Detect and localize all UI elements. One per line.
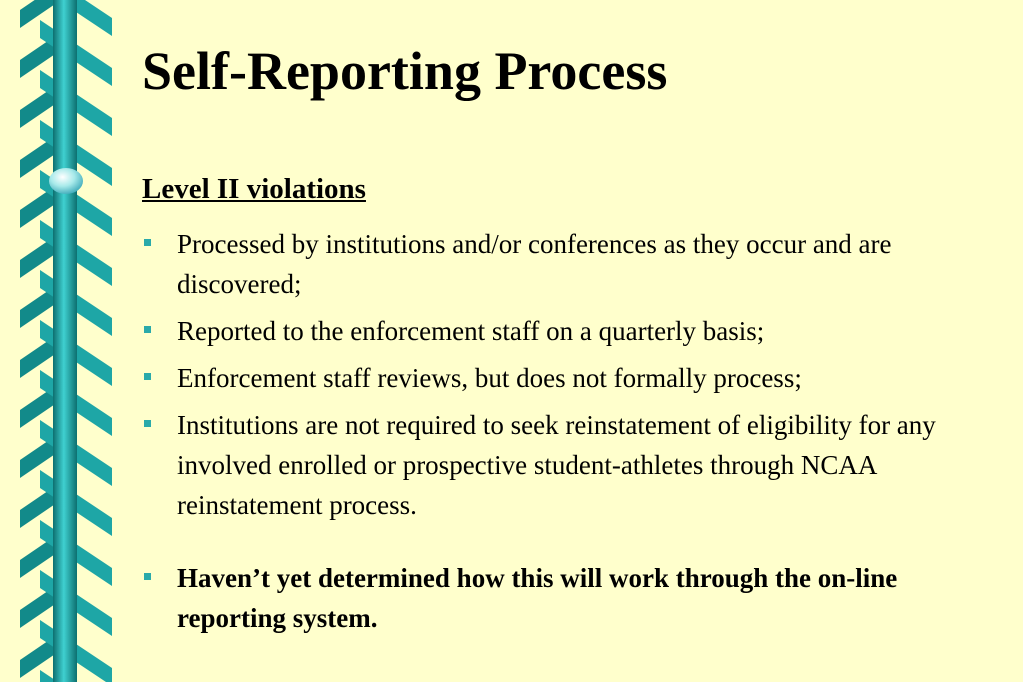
bullet-item: Reported to the enforcement staff on a quarterly basis; — [142, 311, 972, 351]
square-bullet-icon — [144, 373, 151, 380]
bullet-item: Institutions are not required to seek reinstatement of eligibility for any involved enrolled or prospective student-athletes through NCAA reinstatement process. — [142, 405, 972, 525]
bullet-item: Processed by institutions and/or conferences as they occur and are discovered; — [142, 224, 972, 304]
square-bullet-icon — [144, 239, 151, 246]
ribbon-pole-decoration — [0, 0, 115, 682]
bullet-item-highlight: Haven’t yet determined how this will work through the on-line reporting system. — [142, 558, 972, 638]
level-ii-violations-heading: Level II violations — [142, 173, 366, 205]
pole-knob — [49, 168, 83, 194]
square-bullet-icon — [144, 573, 151, 580]
bullet-list — [142, 224, 972, 645]
bullet-item: Enforcement staff reviews, but does not formally process; — [142, 358, 972, 398]
square-bullet-icon — [144, 326, 151, 333]
slide-title: Self-Reporting Process — [142, 41, 668, 101]
square-bullet-icon — [144, 420, 151, 427]
